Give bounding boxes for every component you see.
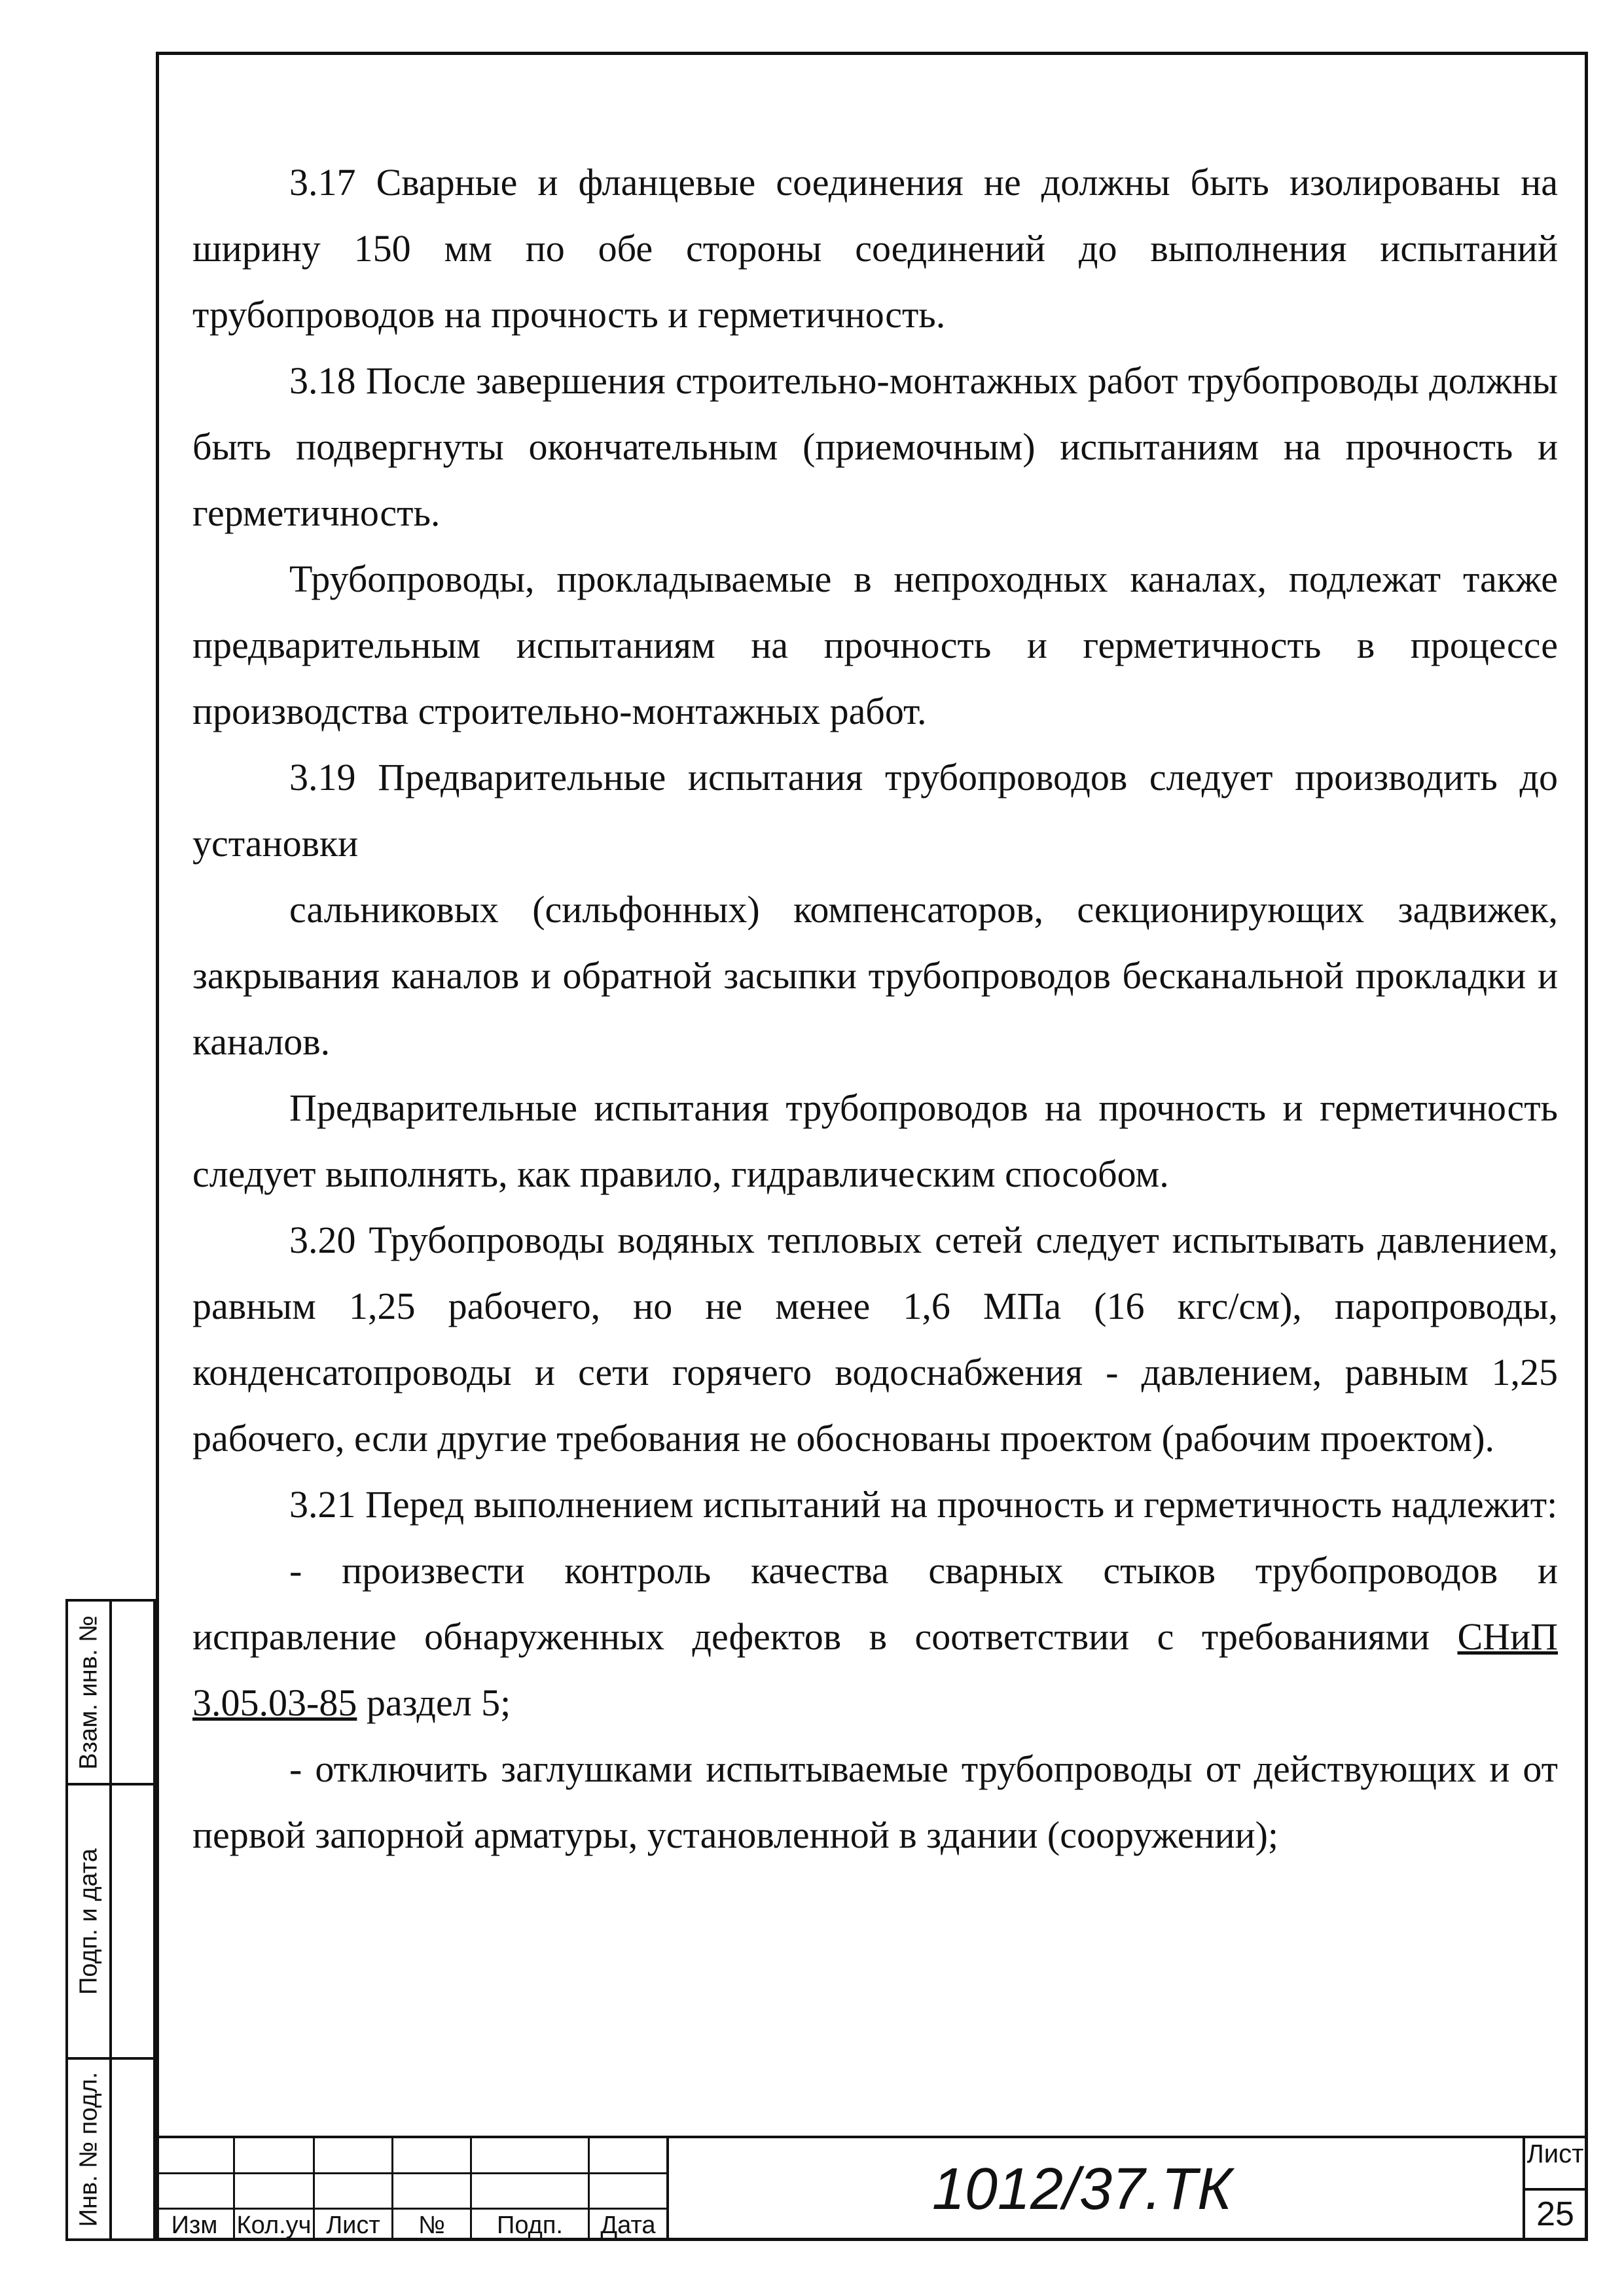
paragraph-channels: Трубопроводы, прокладываемые в непроходных каналах, подлежат также предварительным испытаниям на прочность и герметичность в процессе производства строительно-монтажных работ. — [192, 558, 1558, 732]
document-code: 1012/37.ТК — [931, 2157, 1233, 2222]
side-label-podp: Подп. и дата — [75, 1848, 102, 1995]
stamp-col-podp: Подп. — [497, 2212, 563, 2239]
snip-link[interactable]: СНиП 3.05.03-85 — [192, 1615, 1558, 1724]
paragraph-weld-control — [192, 1537, 1558, 1736]
stamp-col-izm: Изм — [171, 2212, 218, 2239]
side-label-vzam: Взам. инв. № — [75, 1615, 102, 1770]
paragraph-hydraulic: Предварительные испытания трубопроводов на прочность и герметичность следует выполнять, как правило, гидравлическим способом. — [192, 1086, 1558, 1195]
paragraph-3-21: 3.21 Перед выполнением испытаний на прочность и герметичность надлежит: — [289, 1483, 1558, 1526]
side-strip — [65, 1599, 156, 2241]
side-cell-inv — [65, 2057, 156, 2241]
paragraph-3-19: 3.19 Предварительные испытания трубопроводов следует производить до установки — [192, 756, 1558, 865]
side-cell-vzam — [65, 1599, 156, 1785]
paragraph-3-17: 3.17 Сварные и фланцевые соединения не должны быть изолированы на ширину 150 мм по обе стороны соединений до выполнения испытаний трубопроводов на прочность и герметичность. — [192, 161, 1558, 336]
paragraph-compensators: сальниковых (сильфонных) компенсаторов, секционирующих задвижек, закрывания каналов и обратной засыпки трубопроводов бесканальной прокладки и каналов. — [192, 888, 1558, 1063]
title-block — [156, 2136, 1588, 2241]
stamp-col-data: Дата — [600, 2212, 656, 2239]
document-body — [192, 149, 1558, 1868]
sheet-label: Лист — [1526, 2140, 1584, 2168]
paragraph-3-18: 3.18 После завершения строительно-монтажных работ трубопроводы должны быть подвергнуты окончательным (приемочным) испытаниям на прочность и герметичность. — [192, 359, 1558, 534]
weld-control-tail: раздел 5; — [357, 1681, 511, 1724]
paragraph-3-20: 3.20 Трубопроводы водяных тепловых сетей следует испытывать давлением, равным 1,25 рабочего, но не менее 1,6 МПа (16 кгс/см), паропроводы, конденсатопроводы и сети горячего водоснабжения - давлением, равным 1,25 рабочего, если другие требования не обоснованы проектом (рабочим проектом). — [192, 1219, 1558, 1460]
sheet-number: 25 — [1536, 2195, 1574, 2233]
side-label-inv: Инв. № подл. — [75, 2072, 102, 2227]
stamp-col-list: Лист — [326, 2212, 380, 2239]
weld-control-text: - произвести контроль качества сварных стыков трубопроводов и исправление обнаруженных дефектов в соответствии с требованиями — [192, 1549, 1558, 1658]
stamp-col-kolvo: Кол.уч — [236, 2212, 312, 2239]
stamp-col-ndoc: № — [418, 2212, 445, 2239]
paragraph-plugs: - отключить заглушками испытываемые трубопроводы от действующих и от первой запорной арматуры, установленной в здании (сооружении); — [192, 1748, 1558, 1856]
side-cell-podp — [65, 1783, 156, 2060]
